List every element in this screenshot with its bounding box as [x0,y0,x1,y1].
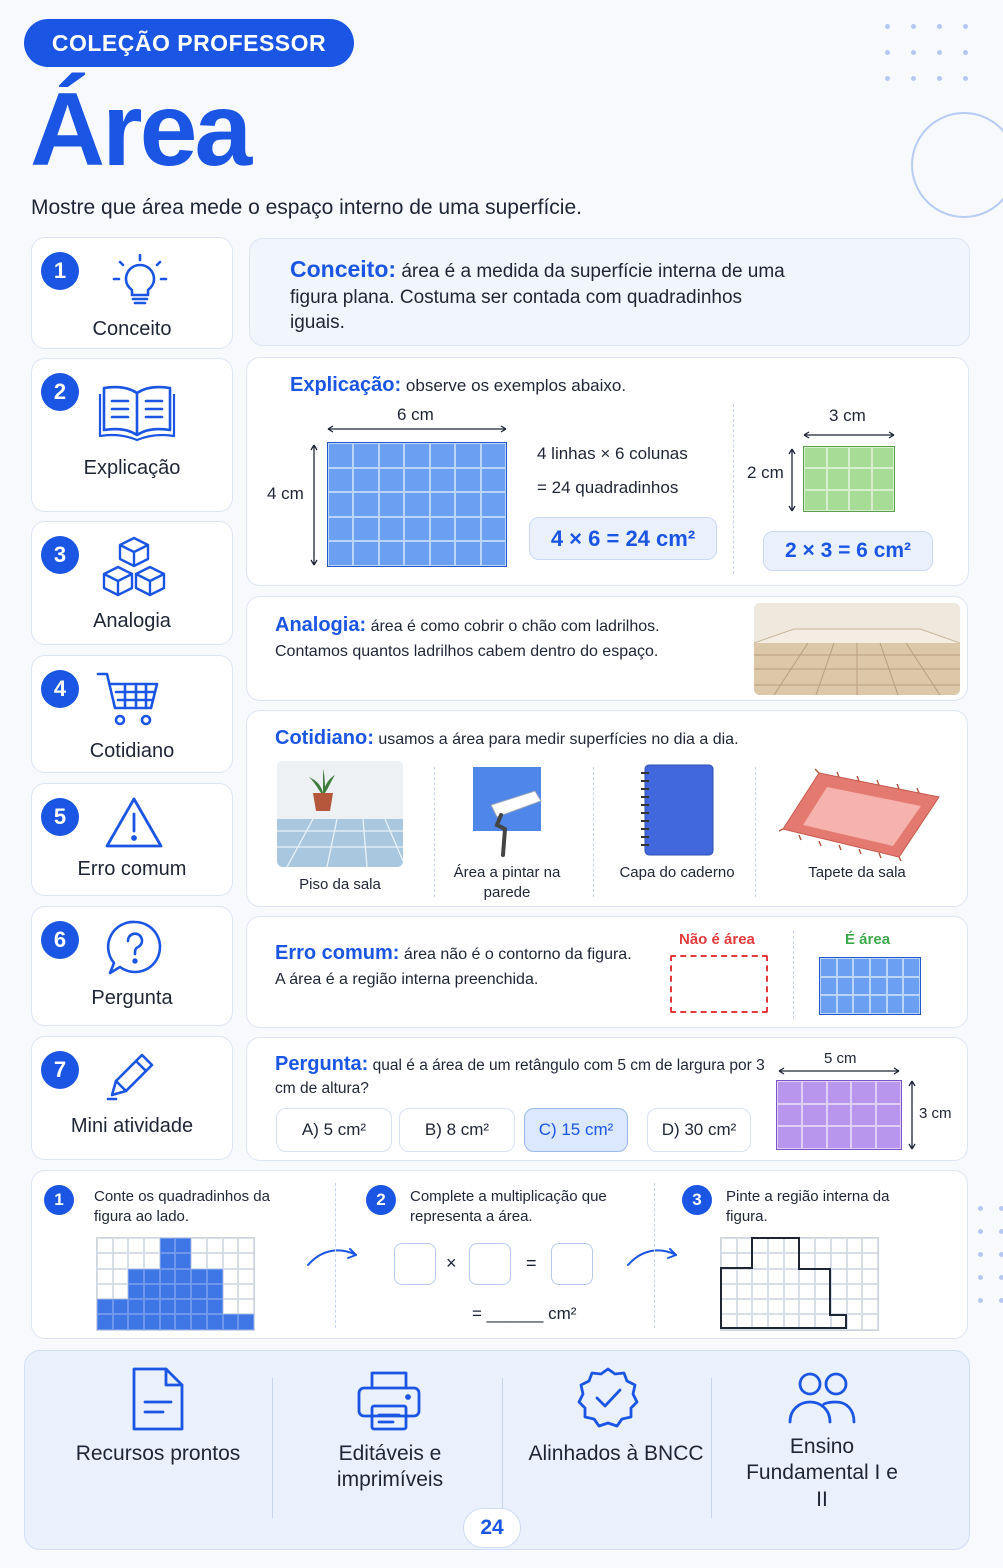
formula-24: 4 × 6 = 24 cm² [529,517,717,560]
collection-badge: COLEÇÃO PROFESSOR [24,19,354,67]
sidebar-label: Erro comum [77,858,187,880]
grid-cell [802,1081,827,1104]
document-icon [130,1366,186,1432]
decorative-circle [911,112,1003,218]
outline-only-shape [670,955,768,1013]
grid-cell [870,977,887,996]
grid-cell [207,1253,223,1268]
pencil-icon [104,1051,156,1103]
height-label: 4 cm [267,484,304,503]
height-arrow [907,1078,917,1152]
step-number: 2 [366,1185,396,1215]
footer-item-editable: Editáveis e imprimíveis [336,1442,444,1492]
grid-cell [837,977,854,996]
area-grid-6 [803,446,895,512]
grid-cell [827,1104,852,1127]
footer-item-bncc: Alinhados à BNCC [528,1442,704,1465]
daily-caption: Área a pintar na parede [453,864,561,901]
grid-cell [827,1081,852,1104]
divider [654,1183,655,1328]
formula-6: 2 × 3 = 6 cm² [763,531,933,571]
grid-cell [903,958,920,977]
grid-cell [455,541,480,566]
sidebar-label: Cotidiano [89,740,175,762]
grid-cell [191,1314,207,1329]
warning-icon [104,796,164,850]
grid-cell [887,977,904,996]
grid-cell [481,468,506,493]
grid-cell [430,468,455,493]
grid-cell [223,1284,239,1299]
grid-cell [160,1299,176,1314]
grid-cell [191,1299,207,1314]
grid-cell [238,1253,254,1268]
question-rectangle [776,1080,902,1150]
grid-cell [191,1238,207,1253]
width-label: 6 cm [397,405,434,424]
grid-cell [455,492,480,517]
grid-cell [887,995,904,1014]
grid-cell [804,447,827,468]
grid-cell [404,517,429,542]
grid-cell [97,1284,113,1299]
grid-cell [113,1253,129,1268]
grid-cell [175,1253,191,1268]
grid-cell [872,468,895,489]
grid-cell [128,1284,144,1299]
grid-cell [144,1269,160,1284]
grid-cell [827,468,850,489]
grid-cell [481,443,506,468]
sidebar-item-analogia[interactable] [31,521,233,645]
printer-icon [356,1370,422,1432]
grid-cell [207,1299,223,1314]
grid-cell [144,1238,160,1253]
daily-caption: Capa do caderno [619,864,735,881]
verified-badge-icon [576,1366,640,1430]
divider [793,931,794,1019]
step-number: 3 [41,536,79,574]
sidebar-item-cotidiano[interactable] [31,655,233,773]
grid-cell [353,541,378,566]
lightbulb-icon [110,252,170,312]
arrow-icon [304,1243,364,1269]
grid-cell [97,1314,113,1329]
grid-cell [223,1238,239,1253]
grid-cell [223,1269,239,1284]
grid-cell [404,492,429,517]
analogy-text: Analogia: área é como cobrir o chão com ladrilhos. Contamos quantos ladrilhos cabem dentro do espaço. [275,614,660,660]
factor-input-2[interactable] [469,1243,511,1285]
step-number: 7 [41,1051,79,1089]
page-number: 24 [463,1508,521,1548]
grid-cell [175,1314,191,1329]
grid-cell [481,541,506,566]
product-input[interactable] [551,1243,593,1285]
daily-caption: Piso da sala [299,876,381,893]
grid-cell [481,492,506,517]
divider [593,767,594,897]
step-number: 1 [44,1185,74,1215]
sidebar-label: Explicação [83,457,181,479]
grid-cell [238,1269,254,1284]
grid-cell [238,1299,254,1314]
sidebar-label: Analogia [93,610,171,632]
grid-cell [207,1314,223,1329]
step-number: 5 [41,798,79,836]
grid-cell [379,541,404,566]
count-squares-grid [96,1237,255,1331]
grid-cell [851,1104,876,1127]
grid-cell [820,977,837,996]
explanation-card [246,357,969,586]
grid-cell [379,517,404,542]
grid-cell [837,995,854,1014]
grid-cell [175,1284,191,1299]
grid-cell [353,517,378,542]
grid-cell [328,443,353,468]
grid-cell [144,1253,160,1268]
grid-cell [872,490,895,511]
footer-item-resources: Recursos prontos [75,1442,241,1465]
sidebar-label: Conceito [92,318,172,340]
divider [755,767,756,897]
grid-cell [175,1269,191,1284]
answer-option-c[interactable]: C) 15 cm² [524,1108,628,1152]
sidebar-label: Pergunta [91,987,173,1009]
grid-cell [223,1253,239,1268]
grid-cell [175,1238,191,1253]
cart-icon [96,670,166,730]
question-text: Pergunta: qual é a área de um retângulo com 5 cm de largura por 3 cm de altura? [275,1053,765,1097]
sidebar-item-conceito[interactable] [31,237,233,349]
analogy-card [246,596,968,701]
grid-cell [113,1299,129,1314]
decorative-dots [885,24,975,80]
is-area-label: É área [845,931,891,948]
grid-cell [191,1269,207,1284]
step-text: Complete a multiplicação que representa a área. [410,1188,607,1226]
grid-cell [328,541,353,566]
grid-cell [870,995,887,1014]
step-text: Pinte a região interna da figura. [726,1188,890,1226]
grid-cell [903,977,920,996]
explanation-text: Explicação: observe os exemplos abaixo. [290,374,627,396]
grid-cell [113,1238,129,1253]
divider [434,767,435,897]
grid-cell [430,517,455,542]
grid-cell [113,1284,129,1299]
rug-image [779,767,943,861]
grid-cell [430,443,455,468]
grid-cell [379,443,404,468]
grid-cell [97,1269,113,1284]
grid-cell [837,958,854,977]
width-label: 5 cm [824,1050,857,1067]
grid-cell [223,1299,239,1314]
step-text: Conte os quadradinhos da figura ao lado. [94,1188,270,1226]
width-arrow [776,1066,902,1076]
grid-cell [128,1253,144,1268]
grid-cell [144,1314,160,1329]
grid-cell [802,1126,827,1149]
grid-cell [404,443,429,468]
grid-cell [853,977,870,996]
grid-cell [238,1314,254,1329]
mistake-text: Erro comum: área não é o contorno da figura. A área é a região interna preenchida. [275,942,632,988]
step-number: 6 [41,921,79,959]
answer-option-d[interactable]: D) 30 cm² [647,1108,751,1152]
grid-cell [97,1253,113,1268]
divider [272,1378,273,1518]
page-subtitle: Mostre que área mede o espaço interno de uma superfície. [31,196,582,219]
grid-cell [328,492,353,517]
answer-option-a[interactable]: A) 5 cm² [276,1108,392,1152]
grid-cell [160,1314,176,1329]
grid-cell [379,492,404,517]
grid-cell [353,492,378,517]
result-line[interactable]: = ______ cm² [472,1304,577,1323]
sidebar-item-pergunta[interactable] [31,906,233,1026]
concept-text: Conceito: área é a medida da superfície interna de uma figura plana. Costuma ser contada com quadradinhos iguais. [290,256,785,333]
grid-cell [113,1314,129,1329]
grid-cell [870,958,887,977]
grid-cell [144,1299,160,1314]
concept-card [249,238,970,346]
grid-cell [849,468,872,489]
daily-life-card [246,710,968,907]
height-label: 2 cm [747,463,784,482]
daily-life-text: Cotidiano: usamos a área para medir superfícies no dia a dia. [275,727,739,749]
grid-cell [128,1299,144,1314]
grid-cell [827,447,850,468]
grid-cell [802,1104,827,1127]
grid-cell [455,468,480,493]
grid-cell [128,1269,144,1284]
common-mistake-card [246,916,968,1028]
grid-cell [97,1238,113,1253]
cubes-icon [100,534,168,602]
grid-cell [430,492,455,517]
grid-cell [160,1284,176,1299]
grid-cell [827,490,850,511]
grid-cell [379,468,404,493]
grid-cell [876,1126,901,1149]
width-arrow [801,430,897,440]
grid-cell [430,541,455,566]
grid-cell [238,1238,254,1253]
footer-item-level: Ensino Fundamental I e II [746,1435,898,1511]
grid-cell [481,517,506,542]
times-sign: × [446,1253,457,1273]
step-number: 3 [682,1185,712,1215]
room-floor-image [277,761,403,867]
sidebar-label: Mini atividade [70,1115,194,1137]
grid-cell [238,1284,254,1299]
grid-cell [353,443,378,468]
grid-cell [777,1104,802,1127]
divider [335,1183,336,1328]
grid-cell [144,1284,160,1299]
step-number: 2 [41,373,79,411]
grid-cell [455,517,480,542]
not-area-label: Não é área [679,931,755,948]
divider [711,1378,712,1518]
filled-area-shape [819,957,921,1015]
users-icon [786,1370,858,1426]
grid-cell [328,468,353,493]
grid-cell [853,995,870,1014]
divider [502,1378,503,1518]
grid-cell [876,1104,901,1127]
grid-cell [353,468,378,493]
width-label: 3 cm [829,406,866,425]
count-text: = 24 quadradinhos [537,478,679,497]
grid-cell [777,1081,802,1104]
grid-cell [160,1269,176,1284]
grid-cell [207,1238,223,1253]
notebook-image [637,763,717,857]
grid-cell [804,468,827,489]
grid-cell [191,1284,207,1299]
grid-cell [903,995,920,1014]
width-arrow [325,424,509,434]
grid-cell [876,1081,901,1104]
grid-cell [851,1126,876,1149]
sidebar-item-explicacao[interactable] [31,358,233,512]
grid-cell [849,447,872,468]
height-arrow [787,446,797,514]
wall-paint-image [471,765,543,857]
sidebar-item-mini-atividade[interactable] [31,1036,233,1160]
grid-cell [872,447,895,468]
grid-cell [404,468,429,493]
decorative-dots [978,1206,1003,1303]
grid-cell [128,1314,144,1329]
grid-cell [455,443,480,468]
mini-activity-card [31,1170,968,1339]
grid-cell [849,490,872,511]
grid-cell [328,517,353,542]
factor-input-1[interactable] [394,1243,436,1285]
answer-option-b[interactable]: B) 8 cm² [399,1108,515,1152]
grid-cell [223,1314,239,1329]
grid-cell [853,958,870,977]
area-grid-24 [327,442,507,567]
grid-cell [207,1284,223,1299]
rows-cols-text: 4 linhas × 6 colunas [537,444,688,463]
height-label: 3 cm [919,1105,952,1122]
grid-cell [113,1269,129,1284]
grid-cell [820,995,837,1014]
grid-cell [804,490,827,511]
grid-cell [887,958,904,977]
page-title: Área [30,72,250,188]
equals-sign: = [526,1253,537,1273]
grid-cell [207,1269,223,1284]
grid-cell [191,1253,207,1268]
grid-cell [160,1238,176,1253]
grid-cell [827,1126,852,1149]
book-icon [98,381,176,443]
question-icon [106,919,164,977]
grid-cell [404,541,429,566]
daily-caption: Tapete da sala [808,864,906,881]
grid-cell [160,1253,176,1268]
grid-cell [851,1081,876,1104]
sidebar-item-erro-comum[interactable] [31,783,233,896]
step-number: 1 [41,252,79,290]
grid-cell [175,1299,191,1314]
step-number: 4 [41,670,79,708]
height-arrow [309,442,319,568]
divider [733,404,734,574]
grid-cell [777,1126,802,1149]
grid-cell [97,1299,113,1314]
paint-region-figure[interactable] [720,1237,879,1331]
tiled-floor-image [754,603,960,695]
grid-cell [820,958,837,977]
grid-cell [128,1238,144,1253]
